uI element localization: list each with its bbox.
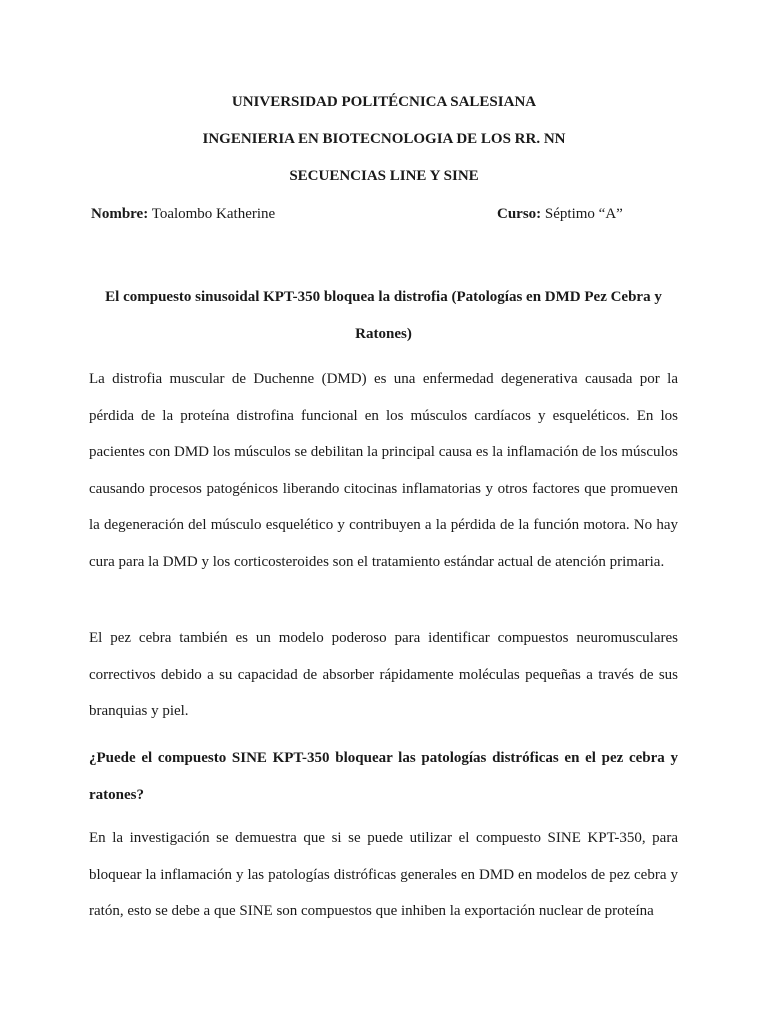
paragraph-intro: La distrofia muscular de Duchenne (DMD) es una enfermedad degenerativa causada por la pérdida de la proteína distrofina funcional en los músculos cardíacos y esqueléticos. En los pacientes con DMD los músculos se debilitan la principal causa es la inflamación de los músculos causando procesos patogénicos liberando citocinas inflamatorias y otros factores que promueven la degeneración del músculo esquelético y contribuyen a la pérdida de la función motora. No hay cura para la DMD y los corticosteroides son el tratamiento estándar actual de atención primaria. — [89, 371, 678, 570]
course-value: Séptimo “A” — [541, 206, 623, 222]
name-value: Toalombo Katherine — [148, 206, 276, 222]
paragraph-findings: En la investigación se demuestra que si se puede utilizar el compuesto SINE KPT-350, para bloquear la inflamación y las patologías distróficas generales en DMD en modelos de pez cebra y ratón, esto se debe a que SINE son compuestos que inhiben la exportación nuclear de proteína — [89, 830, 678, 919]
program-title: INGENIERIA EN BIOTECNOLOGIA DE LOS RR. NN — [202, 131, 566, 147]
university-title: UNIVERSIDAD POLITÉCNICA SALESIANA — [231, 94, 537, 110]
student-name — [91, 204, 275, 224]
name-label: Nombre: — [91, 206, 149, 222]
course-info — [497, 204, 623, 224]
article-title: El compuesto sinusoidal KPT-350 bloquea la distrofia (Patologías en DMD Pez Cebra y Ratones) — [105, 289, 662, 342]
paragraph-zebrafish: El pez cebra también es un modelo poderoso para identificar compuestos neuromusculares correctivos debido a su capacidad de absorber rápidamente moléculas pequeñas a través de sus branquias y piel. — [89, 630, 678, 719]
student-info-row — [91, 204, 681, 224]
course-label: Curso: — [497, 206, 542, 222]
research-question: ¿Puede el compuesto SINE KPT-350 bloquear las patologías distróficas en el pez cebra y ratones? — [89, 750, 678, 803]
topic-title: SECUENCIAS LINE Y SINE — [289, 168, 479, 184]
